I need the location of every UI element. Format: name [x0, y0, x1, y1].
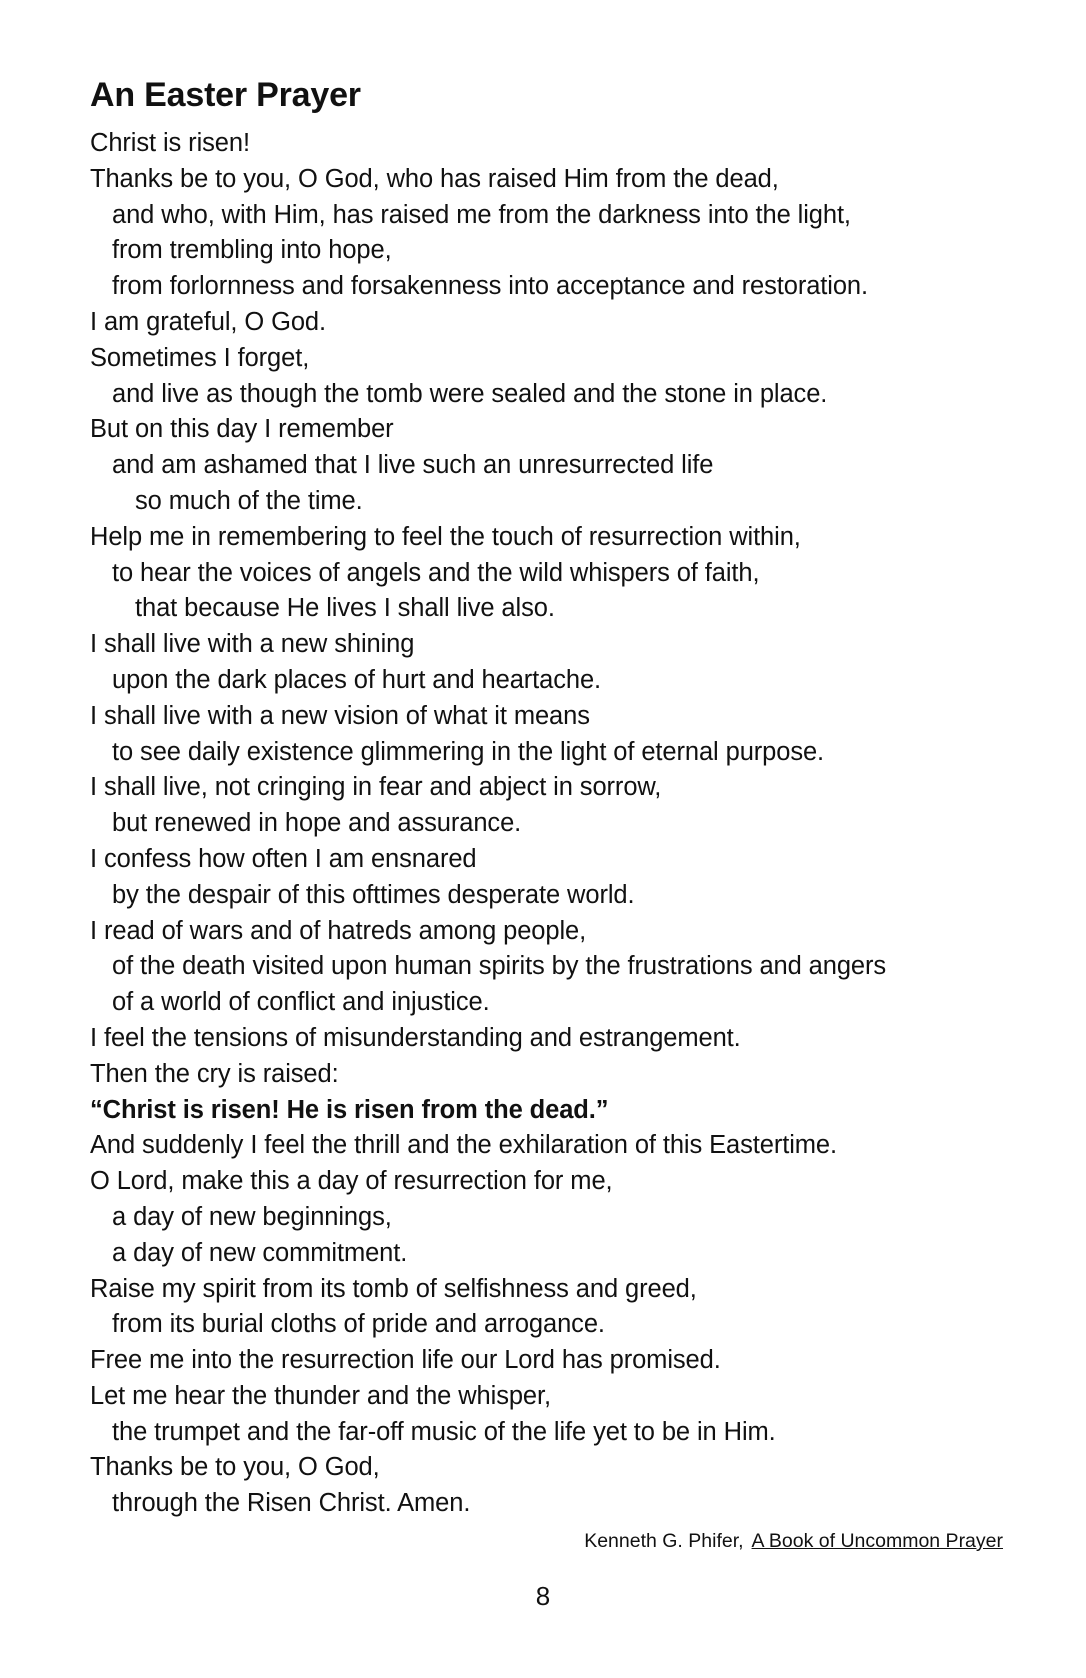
prayer-line: And suddenly I feel the thrill and the exhilaration of this Eastertime.: [90, 1131, 837, 1160]
prayer-line: by the despair of this ofttimes desperate world.: [112, 880, 635, 909]
attribution-author: Kenneth G. Phifer,: [584, 1530, 744, 1552]
prayer-line: I shall live with a new shining: [90, 630, 415, 659]
prayer-line: I read of wars and of hatreds among people,: [90, 916, 587, 945]
prayer-line: upon the dark places of hurt and heartache.: [112, 665, 602, 694]
page-title: An Easter Prayer: [90, 76, 361, 114]
prayer-text: [90, 126, 1010, 1522]
prayer-line: Christ is risen!: [90, 129, 250, 157]
prayer-line: from trembling into hope,: [112, 236, 392, 265]
prayer-line: from forlornness and forsakenness into acceptance and restoration.: [112, 272, 868, 301]
prayer-line: Thanks be to you, O God,: [90, 1453, 380, 1482]
prayer-line: Free me into the resurrection life our Lord has promised.: [90, 1346, 721, 1375]
prayer-line: of a world of conflict and injustice.: [112, 988, 490, 1017]
prayer-line: the trumpet and the far-off music of the life yet to be in Him.: [112, 1417, 776, 1446]
prayer-line: through the Risen Christ. Amen.: [112, 1489, 471, 1518]
prayer-line: to see daily existence glimmering in the light of eternal purpose.: [112, 737, 825, 766]
prayer-line: I am grateful, O God.: [90, 307, 327, 336]
prayer-line: Thanks be to you, O God, who has raised Him from the dead,: [90, 164, 779, 193]
prayer-line: Raise my spirit from its tomb of selfishness and greed,: [90, 1274, 697, 1303]
prayer-line: I shall live, not cringing in fear and abject in sorrow,: [90, 773, 662, 802]
prayer-line: I shall live with a new vision of what it means: [90, 701, 590, 730]
page-number: 8: [535, 1581, 551, 1611]
prayer-line: But on this day I remember: [90, 415, 394, 444]
prayer-page: [90, 70, 1010, 1522]
prayer-line: I feel the tensions of misunderstanding and estrangement.: [90, 1023, 741, 1052]
attribution-book-title: A Book of Uncommon Prayer: [751, 1530, 1003, 1552]
prayer-line: and who, with Him, has raised me from the darkness into the light,: [112, 200, 851, 229]
prayer-line: but renewed in hope and assurance.: [112, 809, 522, 838]
prayer-line: and live as though the tomb were sealed and the stone in place.: [112, 379, 828, 408]
prayer-line: Sometimes I forget,: [90, 343, 310, 372]
attribution: [584, 1528, 1003, 1554]
prayer-line: from its burial cloths of pride and arrogance.: [112, 1310, 605, 1339]
prayer-line: to hear the voices of angels and the wild whispers of faith,: [112, 558, 760, 587]
prayer-line: Help me in remembering to feel the touch of resurrection within,: [90, 522, 801, 551]
prayer-line: and am ashamed that I live such an unresurrected life: [112, 451, 714, 480]
prayer-line: so much of the time.: [135, 486, 363, 515]
prayer-line-emphasis: “Christ is risen! He is risen from the dead.”: [90, 1095, 609, 1124]
prayer-line: Let me hear the thunder and the whisper,: [90, 1381, 551, 1410]
prayer-line: that because He lives I shall live also.: [135, 594, 555, 623]
prayer-line: Then the cry is raised:: [90, 1059, 339, 1088]
prayer-line: I confess how often I am ensnared: [90, 844, 477, 873]
prayer-line: a day of new commitment.: [112, 1238, 408, 1267]
prayer-line: O Lord, make this a day of resurrection for me,: [90, 1167, 613, 1196]
prayer-line: a day of new beginnings,: [112, 1202, 392, 1231]
prayer-line: of the death visited upon human spirits by the frustrations and angers: [112, 952, 887, 981]
